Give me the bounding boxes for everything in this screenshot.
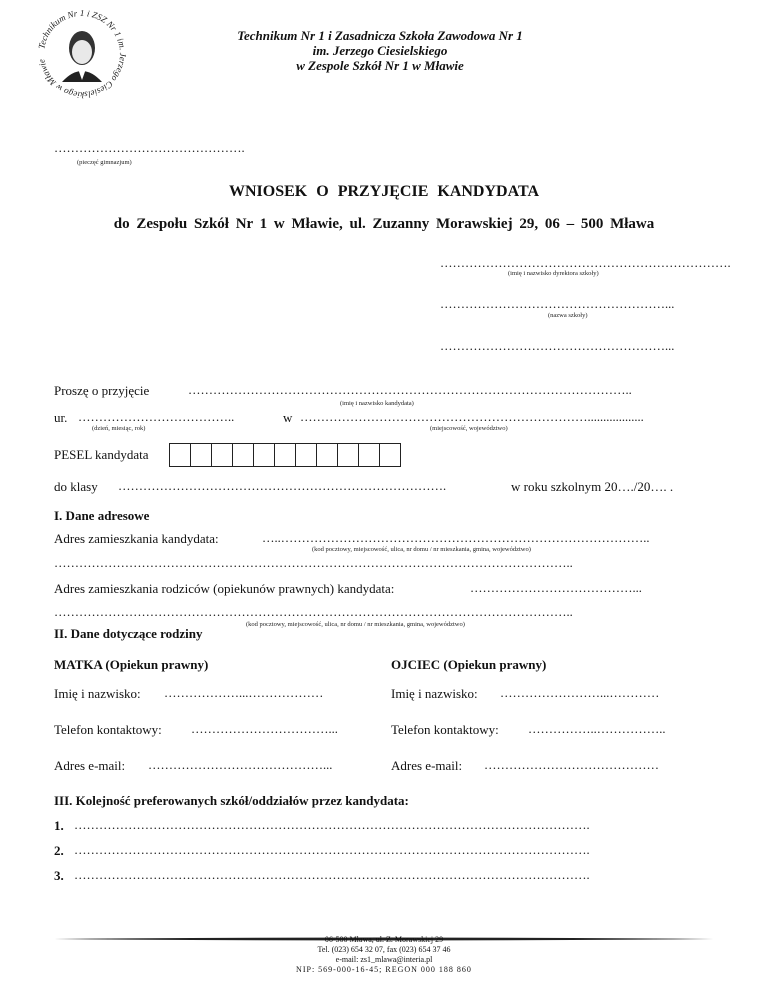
class-label: do klasy bbox=[54, 479, 98, 494]
preference-2-field[interactable]: ……………………………………………………………………………………………………………. bbox=[74, 843, 590, 857]
father-email-field[interactable]: …………………………………… bbox=[484, 758, 659, 772]
father-phone-field[interactable]: ……………..…………….. bbox=[528, 722, 666, 736]
candidate-address-field-2[interactable]: …………………………………………………………………………………………………………….. bbox=[54, 556, 573, 570]
father-name-label: Imię i nazwisko: bbox=[391, 686, 478, 701]
school-name-field-2[interactable]: ………………………………………………... bbox=[440, 339, 675, 353]
preference-3-number: 3. bbox=[54, 868, 64, 883]
director-name-caption: (imię i nazwisko dyrektora szkoły) bbox=[508, 270, 599, 277]
pesel-digit-box[interactable] bbox=[232, 443, 254, 467]
mother-email-field[interactable]: ……………………………………... bbox=[148, 758, 333, 772]
candidate-address-label: Adres zamieszkania kandydata: bbox=[54, 531, 219, 546]
footer-nip-regon: NIP: 569-000-16-45; REGON 000 188 860 bbox=[296, 965, 472, 974]
parents-address-field-2[interactable]: …………………………………………………………………………………………………………….. bbox=[54, 605, 573, 619]
section-3-title: III. Kolejność preferowanych szkół/oddziałów przez kandydata: bbox=[54, 793, 409, 808]
mother-email-label: Adres e-mail: bbox=[54, 758, 126, 773]
footer-divider bbox=[54, 928, 714, 932]
birth-date-caption: (dzień, miesiąc, rok) bbox=[92, 425, 146, 432]
birth-place-label: w bbox=[283, 410, 293, 425]
pesel-digit-box[interactable] bbox=[190, 443, 212, 467]
born-label: ur. bbox=[54, 410, 68, 425]
page-subtitle: do Zespołu Szkół Nr 1 w Mławie, ul. Zuzanny Morawskiej 29, 06 – 500 Mława bbox=[113, 216, 655, 232]
pesel-digit-box[interactable] bbox=[316, 443, 338, 467]
father-name-field[interactable]: ……………………...………… bbox=[500, 686, 660, 700]
school-logo-image bbox=[36, 8, 128, 100]
birth-place-field[interactable]: …………………………………………………………….................. bbox=[300, 410, 644, 424]
director-name-field[interactable]: ……………………………………………………………. bbox=[440, 256, 731, 270]
header-line-1: Technikum Nr 1 i Zasadnicza Szkoła Zawodowa Nr 1 bbox=[237, 28, 523, 43]
parents-address-label: Adres zamieszkania rodziców (opiekunów prawnych) kandydata: bbox=[54, 581, 395, 596]
birth-place-caption: (miejscowość, województwo) bbox=[430, 425, 508, 432]
preference-1-number: 1. bbox=[54, 818, 64, 833]
candidate-address-caption: (kod pocztowy, miejscowość, ulica, nr domu / nr mieszkania, gmina, województwo) bbox=[312, 546, 531, 553]
pesel-digit-box[interactable] bbox=[295, 443, 317, 467]
pesel-digit-box[interactable] bbox=[379, 443, 401, 467]
footer-address: 06-500 Mława, ul. Z. Morawskiej 29 bbox=[324, 935, 444, 944]
footer-email: e-mail: zs1_mlawa@interia.pl bbox=[335, 955, 433, 964]
school-logo bbox=[36, 8, 128, 100]
school-name-field[interactable]: ………………………………………………... bbox=[440, 297, 675, 311]
candidate-address-field[interactable]: …..…………………………………………………………………………….. bbox=[262, 531, 650, 545]
class-field[interactable]: ……………………………………………………………………. bbox=[118, 479, 447, 493]
stamp-dots: ………………………………………. bbox=[54, 141, 245, 155]
mother-name-label: Imię i nazwisko: bbox=[54, 686, 141, 701]
candidate-name-caption: (imię i nazwisko kandydata) bbox=[340, 400, 414, 407]
mother-phone-field[interactable]: ……………………………... bbox=[191, 722, 338, 736]
parents-address-field[interactable]: …………………………………... bbox=[470, 581, 642, 595]
pesel-digit-box[interactable] bbox=[253, 443, 275, 467]
school-name-caption: (nazwa szkoły) bbox=[548, 312, 588, 319]
section-2-title: II. Dane dotyczące rodziny bbox=[54, 626, 203, 641]
preference-2-number: 2. bbox=[54, 843, 64, 858]
footer-phone: Tel. (023) 654 32 07, fax (023) 654 37 46 bbox=[317, 945, 451, 954]
mother-heading: MATKA (Opiekun prawny) bbox=[54, 657, 209, 672]
preference-3-field[interactable]: ……………………………………………………………………………………………………………. bbox=[74, 868, 590, 882]
pesel-digit-box[interactable] bbox=[274, 443, 296, 467]
pesel-label: PESEL kandydata bbox=[54, 447, 149, 462]
father-heading: OJCIEC (Opiekun prawny) bbox=[391, 657, 547, 672]
page-title: WNIOSEK O PRZYJĘCIE KANDYDATA bbox=[229, 183, 539, 200]
candidate-name-field[interactable]: …………………………………………………………………………………………….. bbox=[188, 383, 632, 397]
parents-address-caption: (kod pocztowy, miejscowość, ulica, nr domu / nr mieszkania, gmina, województwo) bbox=[246, 621, 465, 628]
pesel-digit-box[interactable] bbox=[169, 443, 191, 467]
mother-phone-label: Telefon kontaktowy: bbox=[54, 722, 162, 737]
section-1-title: I. Dane adresowe bbox=[54, 508, 150, 523]
pesel-digit-box[interactable] bbox=[211, 443, 233, 467]
stamp-caption: (pieczęć gimnazjum) bbox=[77, 159, 132, 166]
father-phone-label: Telefon kontaktowy: bbox=[391, 722, 499, 737]
logo-text: Technikum Nr 1 i ZSZ Nr 1 im. Jerzego Ciesielskiego w Mławie bbox=[36, 8, 128, 100]
school-header bbox=[160, 28, 600, 73]
school-year-field[interactable]: w roku szkolnym 20…./20…. . bbox=[511, 479, 674, 494]
header-line-2: im. Jerzego Ciesielskiego bbox=[312, 43, 448, 58]
father-email-label: Adres e-mail: bbox=[391, 758, 463, 773]
request-label: Proszę o przyjęcie bbox=[54, 383, 150, 398]
header-line-3: w Zespole Szkół Nr 1 w Mławie bbox=[296, 58, 464, 73]
pesel-digit-box[interactable] bbox=[358, 443, 380, 467]
mother-name-field[interactable]: ………………...……………… bbox=[164, 686, 324, 700]
birth-date-field[interactable]: ……………………………….. bbox=[78, 410, 235, 424]
pesel-digit-box[interactable] bbox=[337, 443, 359, 467]
preference-1-field[interactable]: ……………………………………………………………………………………………………………. bbox=[74, 818, 590, 832]
footer bbox=[0, 935, 768, 975]
